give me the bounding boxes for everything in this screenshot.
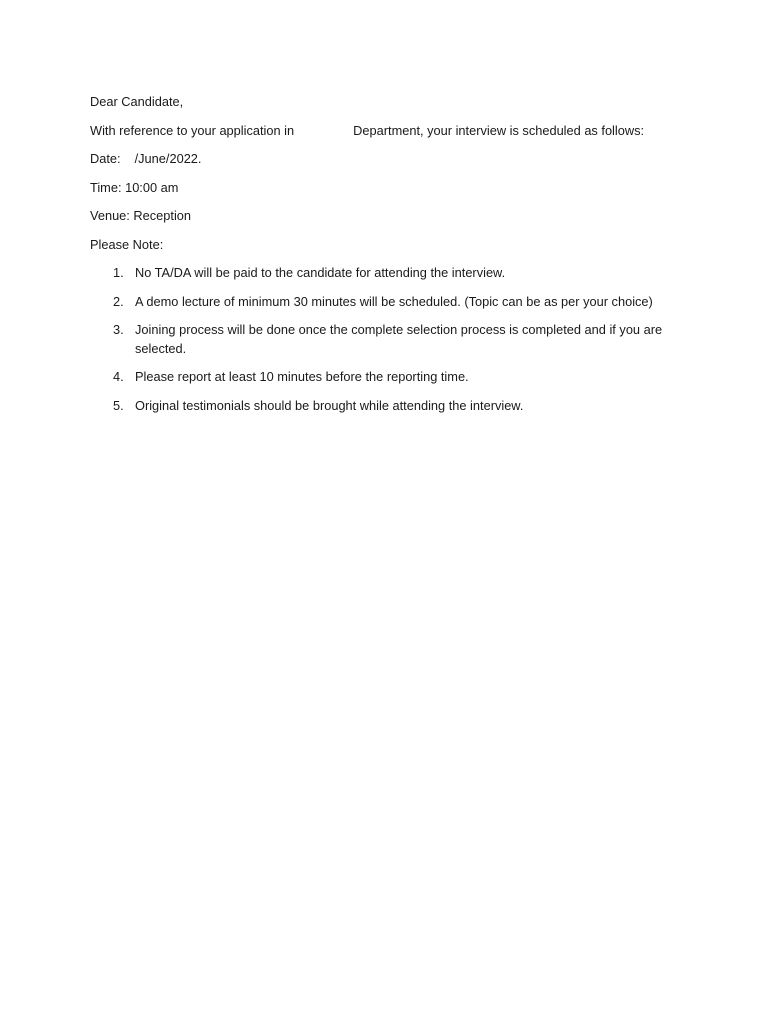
list-text: Joining process will be done once the complete selection process is completed and if you are selected. [135, 322, 663, 356]
list-item [90, 293, 670, 312]
greeting: Dear Candidate, [90, 94, 184, 109]
list-number: 2. [113, 293, 124, 309]
list-text: Please report at least 10 minutes before the reporting time. [135, 369, 469, 385]
list-number: 5. [113, 398, 124, 414]
intro-text-end: Department, your interview is scheduled as follows: [353, 122, 645, 138]
notes-list [90, 264, 670, 415]
list-number: 1. [113, 265, 124, 281]
list-text: Original testimonials should be brought while attending the interview. [135, 398, 524, 414]
list-item [90, 321, 670, 358]
time-line: Time: 10:00 am [90, 179, 179, 195]
letter-body [90, 93, 670, 426]
date-value: /June/2022. [134, 151, 202, 167]
list-text: A demo lecture of minimum 30 minutes will be scheduled. (Topic can be as per your choice) [135, 293, 653, 309]
list-item [90, 368, 670, 387]
list-number: 4. [113, 369, 124, 385]
list-text: No TA/DA will be paid to the candidate for attending the interview. [135, 265, 506, 281]
date-line [90, 150, 670, 169]
date-label: Date: [90, 151, 121, 167]
intro-line [90, 122, 670, 141]
note-heading: Please Note: [90, 236, 164, 252]
venue-line: Venue: Reception [90, 208, 192, 224]
list-item [90, 397, 670, 416]
list-number: 3. [113, 322, 124, 338]
intro-text-start: With reference to your application in [90, 122, 295, 138]
list-item [90, 264, 670, 283]
